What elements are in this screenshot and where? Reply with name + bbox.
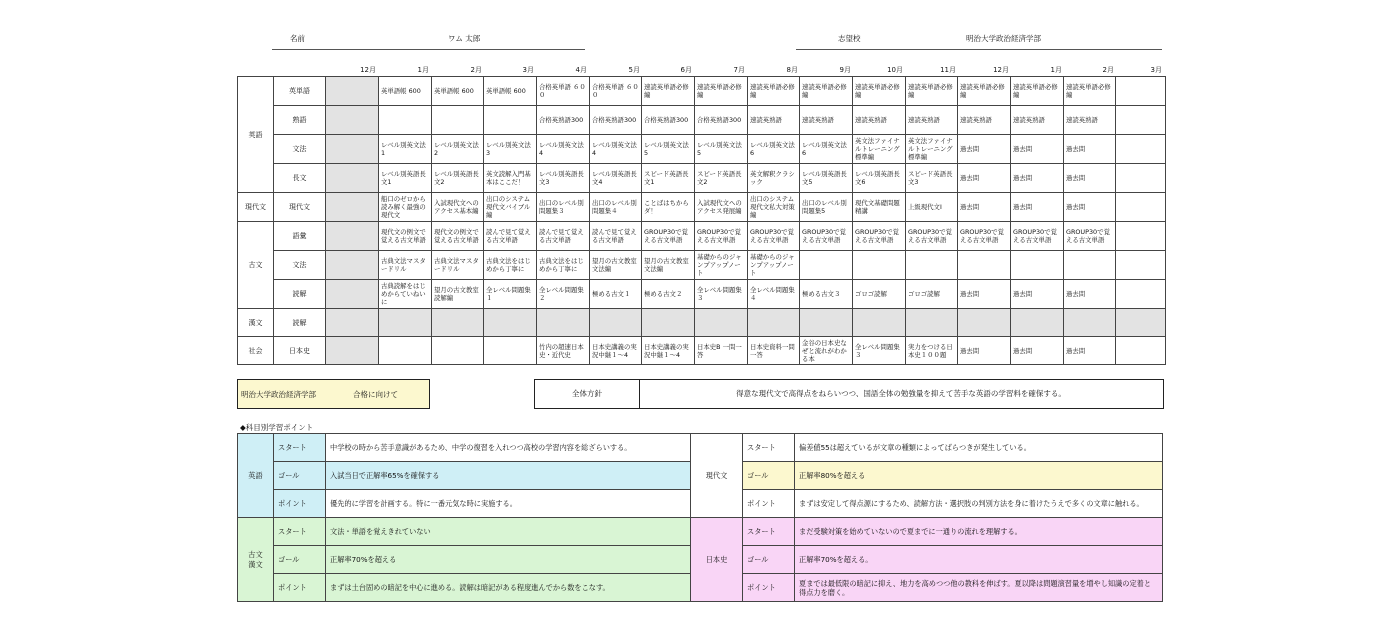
plan-cell: 古典文法マスタードリル [432, 251, 484, 280]
plan-cell: レベル別英文法4 [590, 135, 642, 164]
plan-cell: 入試現代文へのアクセス発展編 [695, 193, 748, 222]
point-row [238, 462, 691, 490]
plan-cell: 全レベル問題集３ [695, 280, 748, 309]
name-value: ワム 太郎 [448, 34, 481, 43]
plan-cell [958, 251, 1011, 280]
plan-cell: 極める古文２ [642, 280, 695, 309]
plan-cell: 古典文法マスタードリル [379, 251, 432, 280]
plan-cell [800, 309, 853, 337]
point-row [238, 546, 691, 574]
plan-cell: 英文読解入門基本はここだ！ [484, 164, 537, 193]
plan-cell [1116, 106, 1166, 135]
plan-cell: 極める古文３ [800, 280, 853, 309]
plan-cell: 日本史資料一問一答 [748, 337, 800, 365]
point-row [691, 462, 1163, 490]
plan-cell: 速読英熟語 [906, 106, 958, 135]
plan-cell: 基礎からのジャンプアップノート [748, 251, 800, 280]
plan-cell [906, 251, 958, 280]
plan-subject: 英語 [238, 77, 274, 193]
plan-cell [1011, 251, 1064, 280]
plan-row [238, 164, 1166, 193]
plan-cell: 古典文法をはじめから丁寧に [484, 251, 537, 280]
plan-cell: 読んで見て覚える古文単語 [484, 222, 537, 251]
plan-item: 読解 [274, 280, 326, 309]
plan-cell: 古典文法をはじめから丁寧に [537, 251, 590, 280]
plan-cell: レベル別英文法5 [695, 135, 748, 164]
month-label: 5月 [628, 66, 640, 74]
plan-cell: 全レベル問題集３ [853, 337, 906, 365]
point-subject: 英語 [238, 434, 274, 518]
plan-row [238, 222, 1166, 251]
plan-cell: 出口のシステム現代文私大対策編 [748, 193, 800, 222]
plan-cell [958, 309, 1011, 337]
plan-cell: 合格英単語 ６００ [537, 77, 590, 106]
name-underline [272, 49, 585, 50]
month-label: 1月 [1050, 66, 1062, 74]
plan-cell [326, 337, 379, 365]
month-label: 1月 [417, 66, 429, 74]
school-underline [796, 49, 1162, 50]
plan-cell [326, 193, 379, 222]
point-text: 中学校の時から苦手意識があるため、中学の復習を入れつつ高校の学習内容を総ざらいする。 [326, 434, 691, 462]
plan-cell [326, 135, 379, 164]
point-text: まだ受験対策を始めていないので夏までに一通りの流れを理解する。 [795, 518, 1163, 546]
plan-cell [484, 337, 537, 365]
policy-box [534, 379, 1164, 409]
plan-cell: レベル別英語長文5 [800, 164, 853, 193]
point-label: スタート [743, 434, 795, 462]
point-subject: 古文 漢文 [238, 518, 274, 602]
plan-cell: 英単語帳 600 [484, 77, 537, 106]
plan-cell: 過去問 [958, 164, 1011, 193]
plan-cell: 過去問 [958, 337, 1011, 365]
plan-cell: 過去問 [1064, 337, 1116, 365]
plan-cell [326, 309, 379, 337]
month-label: 9月 [839, 66, 851, 74]
plan-cell: 日本史講義の実況中継１～4 [590, 337, 642, 365]
plan-cell: 速読英単語必修編 [695, 77, 748, 106]
plan-cell [590, 309, 642, 337]
plan-cell: レベル別英語長文6 [853, 164, 906, 193]
plan-cell [537, 309, 590, 337]
plan-cell: ゴロゴ読解 [853, 280, 906, 309]
plan-item: 文法 [274, 251, 326, 280]
plan-cell: 合格英熟語300 [537, 106, 590, 135]
plan-cell: レベル別英文法3 [484, 135, 537, 164]
plan-cell: 英文解釈クラシック [748, 164, 800, 193]
points-title: ◆科目別学習ポイント [240, 423, 314, 432]
plan-cell: レベル別英文法5 [642, 135, 695, 164]
plan-cell [432, 337, 484, 365]
point-label: ポイント [274, 490, 326, 518]
plan-row [238, 193, 1166, 222]
plan-cell: 竹内の超速日本史・近代史 [537, 337, 590, 365]
plan-cell: 過去問 [1011, 135, 1064, 164]
plan-cell [326, 164, 379, 193]
plan-cell: 速読英単語必修編 [748, 77, 800, 106]
plan-cell: レベル別英語長文3 [537, 164, 590, 193]
plan-cell: 英文法ファイナルトレーニング標準編 [853, 135, 906, 164]
plan-cell: 速読英熟語 [853, 106, 906, 135]
plan-cell: 入試現代文へのアクセス基本編 [432, 193, 484, 222]
plan-cell [326, 251, 379, 280]
plan-cell: GROUP30で覚える古文単語 [695, 222, 748, 251]
plan-cell: 合格英熟語300 [590, 106, 642, 135]
plan-cell [1116, 77, 1166, 106]
point-row [691, 490, 1163, 518]
point-subject: 現代文 [691, 434, 743, 518]
plan-cell: 出口のレベル別問題集5 [800, 193, 853, 222]
plan-cell: レベル別英語長文2 [432, 164, 484, 193]
plan-cell: 速読英単語必修編 [800, 77, 853, 106]
plan-cell [1116, 309, 1166, 337]
point-label: スタート [274, 518, 326, 546]
month-label: 11月 [940, 66, 956, 74]
policy-text: 得意な現代文で高得点をねらいつつ、国語全体の勉強量を抑えて苦手な英語の学習料を確保する。 [736, 389, 1066, 398]
plan-cell: 過去問 [1011, 280, 1064, 309]
plan-cell: 速読英単語必修編 [853, 77, 906, 106]
point-row [691, 574, 1163, 602]
point-text: まずは安定して得点源にするため、読解方法・選択肢の判別方法を身に着けたうえで多くの文章に触れる。 [795, 490, 1163, 518]
point-text: 文法・単語を覚えきれていない [326, 518, 691, 546]
goal-label: 合格に向けて [353, 390, 398, 399]
point-text: 正解率70%を超える。 [795, 546, 1163, 574]
month-label: 3月 [522, 66, 534, 74]
plan-cell: レベル別英語長文4 [590, 164, 642, 193]
month-label: 10月 [887, 66, 903, 74]
plan-cell: 出口のシステム現代文バイブル編 [484, 193, 537, 222]
goal-box [237, 379, 430, 409]
plan-item: 語彙 [274, 222, 326, 251]
plan-item: 文法 [274, 135, 326, 164]
month-label: 12月 [993, 66, 1009, 74]
plan-cell: レベル別英文法6 [748, 135, 800, 164]
plan-cell [1116, 337, 1166, 365]
school-label: 志望校 [838, 34, 861, 43]
plan-row [238, 309, 1166, 337]
plan-cell: 望月の古文教室読解編 [432, 280, 484, 309]
plan-cell: 英単語帳 600 [379, 77, 432, 106]
plan-cell: GROUP30で覚える古文単語 [958, 222, 1011, 251]
plan-cell [1116, 222, 1166, 251]
plan-cell: 過去問 [1064, 164, 1116, 193]
policy-label: 全体方針 [535, 380, 640, 408]
plan-cell: 合格英単語 ６００ [590, 77, 642, 106]
plan-cell [326, 222, 379, 251]
point-text: 正解率70%を超える [326, 546, 691, 574]
plan-cell: 望月の古文教室文法編 [642, 251, 695, 280]
point-row [238, 574, 691, 602]
plan-row [238, 135, 1166, 164]
plan-cell [642, 309, 695, 337]
plan-cell [1116, 193, 1166, 222]
plan-cell: ゴロゴ読解 [906, 280, 958, 309]
plan-cell: 望月の古文教室文法編 [590, 251, 642, 280]
plan-cell: 過去問 [958, 135, 1011, 164]
plan-cell [379, 337, 432, 365]
plan-cell: 速読英単語必修編 [958, 77, 1011, 106]
plan-cell: 速読英熟語 [748, 106, 800, 135]
plan-cell: 過去問 [1064, 280, 1116, 309]
month-label: 8月 [786, 66, 798, 74]
points-table-right [690, 433, 1163, 602]
plan-cell: 全レベル問題集４ [748, 280, 800, 309]
plan-cell: 読んで見て覚える古文単語 [537, 222, 590, 251]
plan-cell [853, 309, 906, 337]
plan-cell: 古典読解をはじめからていねいに [379, 280, 432, 309]
plan-cell: レベル別英語長文1 [379, 164, 432, 193]
plan-cell [1011, 309, 1064, 337]
plan-cell: スピード英語長文2 [695, 164, 748, 193]
point-row [238, 434, 691, 462]
plan-row [238, 280, 1166, 309]
point-row [691, 434, 1163, 462]
plan-cell: 英単語帳 600 [432, 77, 484, 106]
month-header [0, 65, 1400, 75]
plan-cell: 船口のゼロから読み解く最強の現代文 [379, 193, 432, 222]
month-label: 2月 [470, 66, 482, 74]
plan-cell: 実力をつける日本史１００題 [906, 337, 958, 365]
plan-cell: GROUP30で覚える古文単語 [748, 222, 800, 251]
plan-cell [1116, 164, 1166, 193]
point-text: まずは土台固めの暗記を中心に進める。読解は暗記がある程度進んでから数をこなす。 [326, 574, 691, 602]
plan-cell: 現代文基礎問題精講 [853, 193, 906, 222]
point-label: スタート [274, 434, 326, 462]
plan-cell: GROUP30で覚える古文単語 [906, 222, 958, 251]
plan-cell: 全レベル問題集１ [484, 280, 537, 309]
plan-cell: 速読英単語必修編 [906, 77, 958, 106]
point-label: ゴール [743, 462, 795, 490]
plan-row [238, 251, 1166, 280]
plan-cell: GROUP30で覚える古文単語 [853, 222, 906, 251]
point-text: 入試当日で正解率65%を確保する [326, 462, 691, 490]
plan-cell [379, 106, 432, 135]
school-value: 明治大学政治経済学部 [966, 34, 1041, 43]
plan-cell: 速読英単語必修編 [1064, 77, 1116, 106]
plan-cell [326, 106, 379, 135]
plan-cell: 速読英熟語 [800, 106, 853, 135]
plan-cell: GROUP30で覚える古文単語 [800, 222, 853, 251]
plan-cell: 速読英単語必修編 [1011, 77, 1064, 106]
plan-cell: 出口のレベル別問題集３ [537, 193, 590, 222]
plan-item: 現代文 [274, 193, 326, 222]
plan-cell: 過去問 [1064, 193, 1116, 222]
plan-cell [379, 309, 432, 337]
plan-cell: 合格英熟語300 [695, 106, 748, 135]
plan-cell [484, 106, 537, 135]
plan-cell: 読んで見て覚える古文単語 [590, 222, 642, 251]
plan-subject: 古文 [238, 222, 274, 309]
point-label: ポイント [743, 490, 795, 518]
plan-cell: 日本史講義の実況中継１～4 [642, 337, 695, 365]
plan-cell: 過去問 [958, 193, 1011, 222]
month-label: 2月 [1102, 66, 1114, 74]
point-row [238, 518, 691, 546]
plan-subject: 漢文 [238, 309, 274, 337]
month-label: 7月 [733, 66, 745, 74]
plan-item: 英単語 [274, 77, 326, 106]
plan-cell: 現代文の例文で覚える古文単語 [379, 222, 432, 251]
point-row [238, 490, 691, 518]
plan-cell: 英文法ファイナルトレーニング標準編 [906, 135, 958, 164]
point-label: ゴール [743, 546, 795, 574]
plan-cell [800, 251, 853, 280]
point-label: ポイント [743, 574, 795, 602]
plan-item: 読解 [274, 309, 326, 337]
point-row [691, 518, 1163, 546]
points-table-left [237, 433, 691, 602]
month-label: 3月 [1150, 66, 1162, 74]
name-label: 名前 [290, 34, 305, 43]
plan-cell [853, 251, 906, 280]
month-label: 6月 [680, 66, 692, 74]
plan-cell: レベル別英文法1 [379, 135, 432, 164]
plan-cell: ことばはちから ダ！ [642, 193, 695, 222]
plan-cell: 過去問 [1011, 164, 1064, 193]
point-text: 夏までは最低限の暗記に抑え、地力を高めつつ他の教科を伸ばす。夏以降は問題演習量を増やし知識の定着と得点力を磨く。 [795, 574, 1163, 602]
plan-cell: レベル別英文法4 [537, 135, 590, 164]
plan-cell: 極める古文１ [590, 280, 642, 309]
plan-cell: 全レベル問題集２ [537, 280, 590, 309]
point-text: 優先的に学習を計画する。特に一番元気な時に実施する。 [326, 490, 691, 518]
plan-cell: スピード英語長文3 [906, 164, 958, 193]
goal-school: 明治大学政治経済学部 [241, 390, 316, 399]
plan-cell: GROUP30で覚える古文単語 [1011, 222, 1064, 251]
plan-cell: 基礎からのジャンプアップノート [695, 251, 748, 280]
point-label: ゴール [274, 462, 326, 490]
point-subject: 日本史 [691, 518, 743, 602]
month-label: 12月 [360, 66, 376, 74]
plan-cell [1064, 251, 1116, 280]
plan-cell [1116, 251, 1166, 280]
plan-row [238, 106, 1166, 135]
point-text: 偏差値55は超えているが文章の種類によってばらつきが発生している。 [795, 434, 1163, 462]
point-label: ゴール [274, 546, 326, 574]
plan-cell: GROUP30で覚える古文単語 [642, 222, 695, 251]
plan-cell [1064, 309, 1116, 337]
plan-cell: 出口のレベル別問題集４ [590, 193, 642, 222]
plan-cell: 上級現代文Ⅰ [906, 193, 958, 222]
plan-cell [326, 280, 379, 309]
point-label: ポイント [274, 574, 326, 602]
plan-cell [432, 106, 484, 135]
plan-cell: 速読英熟語 [1011, 106, 1064, 135]
plan-item: 長文 [274, 164, 326, 193]
plan-cell [748, 309, 800, 337]
plan-item: 熟語 [274, 106, 326, 135]
plan-cell: 合格英熟語300 [642, 106, 695, 135]
plan-cell: スピード英語長文1 [642, 164, 695, 193]
plan-cell: 速読英熟語 [958, 106, 1011, 135]
month-label: 4月 [575, 66, 587, 74]
plan-cell: 速読英単語必修編 [642, 77, 695, 106]
plan-cell: 金谷の日本史なぜと流れがわかる本 [800, 337, 853, 365]
point-row [691, 546, 1163, 574]
plan-cell: 日本史B 一問一答 [695, 337, 748, 365]
plan-cell [326, 77, 379, 106]
plan-cell: 過去問 [958, 280, 1011, 309]
plan-cell: レベル別英文法2 [432, 135, 484, 164]
plan-cell [1116, 280, 1166, 309]
study-plan-table [237, 76, 1166, 365]
plan-cell [484, 309, 537, 337]
plan-cell [906, 309, 958, 337]
point-text: 正解率80%を超える [795, 462, 1163, 490]
plan-cell [695, 309, 748, 337]
plan-cell [1116, 135, 1166, 164]
plan-row [238, 337, 1166, 365]
plan-cell: 過去問 [1064, 135, 1116, 164]
plan-cell: 速読英熟語 [1064, 106, 1116, 135]
plan-cell: GROUP30で覚える古文単語 [1064, 222, 1116, 251]
plan-subject: 現代文 [238, 193, 274, 222]
point-label: スタート [743, 518, 795, 546]
plan-cell: 現代文の例文で覚える古文単語 [432, 222, 484, 251]
plan-cell: 過去問 [1011, 193, 1064, 222]
plan-cell: レベル別英文法6 [800, 135, 853, 164]
plan-cell [432, 309, 484, 337]
plan-row [238, 77, 1166, 106]
plan-cell: 過去問 [1011, 337, 1064, 365]
plan-item: 日本史 [274, 337, 326, 365]
plan-subject: 社会 [238, 337, 274, 365]
